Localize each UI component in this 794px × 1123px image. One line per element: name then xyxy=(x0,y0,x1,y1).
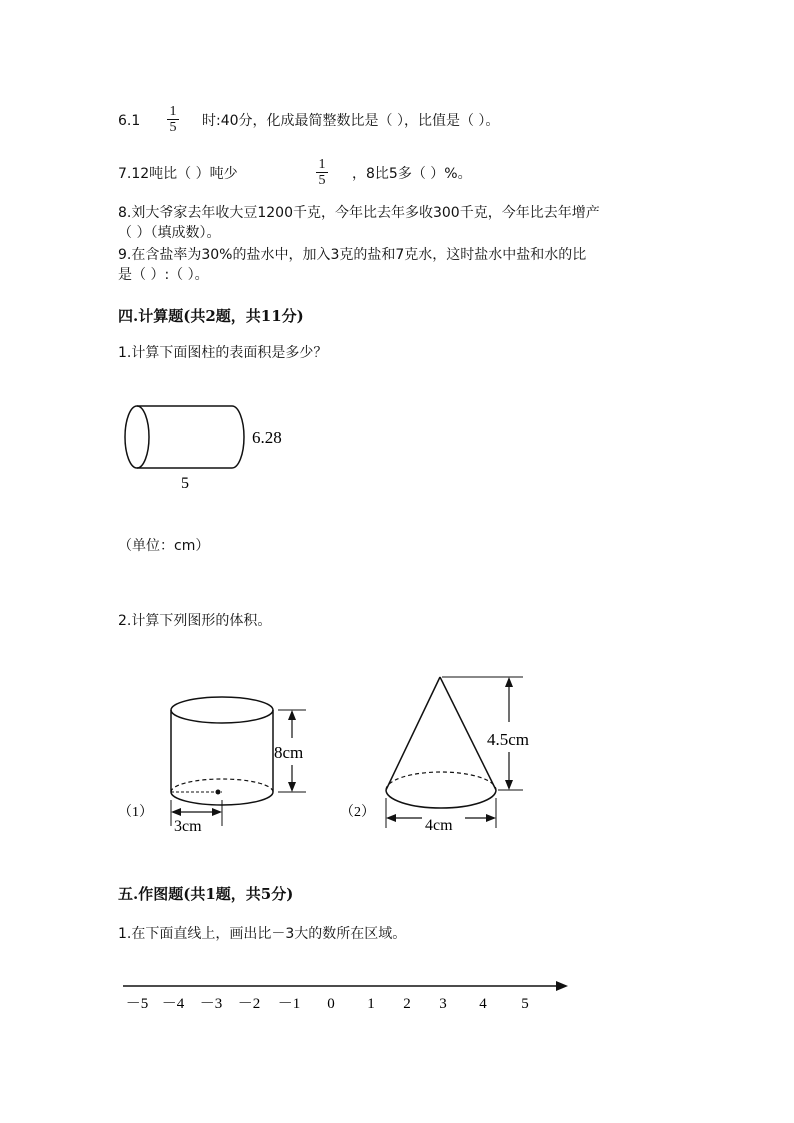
cylinder-center-dot xyxy=(216,790,221,795)
cylinder-height-arrowhead-down xyxy=(288,782,296,792)
section-4-heading: 四.计算题(共2题，共11分) xyxy=(118,307,304,325)
number-line-ticks xyxy=(126,996,529,1012)
number-line-tick-label: －2 xyxy=(237,996,261,1012)
cylinder-radius-label: 3cm xyxy=(174,818,202,835)
cylinder-length-label: 5 xyxy=(181,475,189,492)
question-7-body xyxy=(352,165,472,183)
cone-height-arrowhead-down xyxy=(505,780,513,790)
number-line-tick-label: 3 xyxy=(439,996,447,1012)
cylinder-radius-arrowhead-left xyxy=(171,808,181,816)
cone-height-arrowhead-up xyxy=(505,677,513,687)
question-6 xyxy=(118,112,140,130)
cylinder-height-arrowhead-up xyxy=(288,710,296,720)
fraction-one-fifth-q7 xyxy=(315,157,329,188)
question-9-line-1: 9.在含盐率为30%的盐水中，加入3克的盐和7克水，这时盐水中盐和水的比 xyxy=(118,247,587,263)
fraction-one-fifth-q6 xyxy=(166,104,180,135)
question-8-line-1: 8.刘大爷家去年收大豆1200千克，今年比去年多收300千克，今年比去年增产 xyxy=(118,205,600,221)
question-7-text-after: ，8比5多（ ）%。 xyxy=(352,166,472,182)
cone-height-label: 4.5cm xyxy=(487,730,530,749)
cylinder-radius-arrowhead-right xyxy=(212,808,222,816)
lying-cylinder-figure xyxy=(115,395,305,495)
cone-diameter-label: 4cm xyxy=(425,817,453,834)
section-4-question-1: 1.计算下面图柱的表面积是多少？ xyxy=(118,345,328,361)
figure-2-label: （2） xyxy=(340,805,375,820)
question-7 xyxy=(118,165,238,183)
number-line xyxy=(115,970,575,1020)
fraction-numerator: 1 xyxy=(318,157,326,172)
number-line-tick-label: 2 xyxy=(403,996,411,1012)
number-line-tick-label: 5 xyxy=(521,996,529,1012)
question-6-body xyxy=(202,112,499,130)
cylinder-bottom-back xyxy=(171,779,273,792)
question-6-number: 6.1 xyxy=(118,113,141,129)
cone-diameter-arrowhead-right xyxy=(486,814,496,822)
cone-figure xyxy=(340,670,560,840)
figure-1-label: （1） xyxy=(118,805,153,820)
number-line-tick-label: －4 xyxy=(161,996,185,1012)
cylinder-height-label: 8cm xyxy=(274,743,304,762)
number-line-tick-label: －3 xyxy=(199,996,223,1012)
number-line-tick-label: －1 xyxy=(277,996,301,1012)
number-line-tick-label: 4 xyxy=(479,996,487,1012)
number-line-tick-label: 0 xyxy=(327,996,335,1012)
cylinder-left-face xyxy=(125,406,149,468)
unit-note: （单位：cm） xyxy=(118,538,210,554)
cylinder-circumference-label: 6.28 xyxy=(252,428,282,447)
cone-diameter-arrowhead-left xyxy=(386,814,396,822)
cylinder-top-ellipse xyxy=(171,697,273,723)
cone-base-back xyxy=(386,772,496,790)
section-4-question-2: 2.计算下列图形的体积。 xyxy=(118,613,272,629)
number-line-tick-label: 1 xyxy=(367,996,375,1012)
question-7-text-before: 7.12吨比（ ）吨少 xyxy=(118,166,238,182)
fraction-denominator: 5 xyxy=(169,120,177,135)
question-8-line-2: （ ）（填成数）。 xyxy=(118,225,221,241)
question-9-line-2: 是（ ）:（ ）。 xyxy=(118,267,209,283)
fraction-denominator: 5 xyxy=(318,173,326,188)
number-line-tick-label: －5 xyxy=(125,996,149,1012)
fraction-numerator: 1 xyxy=(169,104,177,119)
cone-left-side xyxy=(386,677,440,790)
question-6-text: 时:40分，化成最简整数比是（ ），比值是（ ）。 xyxy=(202,113,500,129)
cylinder-figure xyxy=(118,690,333,840)
number-line-arrowhead xyxy=(556,981,568,991)
section-5-heading: 五.作图题(共1题，共5分) xyxy=(118,885,294,903)
cylinder-right-face xyxy=(232,406,244,468)
section-5-question-1: 1.在下面直线上，画出比－3大的数所在区域。 xyxy=(118,926,407,942)
cone-base-front xyxy=(386,790,496,808)
